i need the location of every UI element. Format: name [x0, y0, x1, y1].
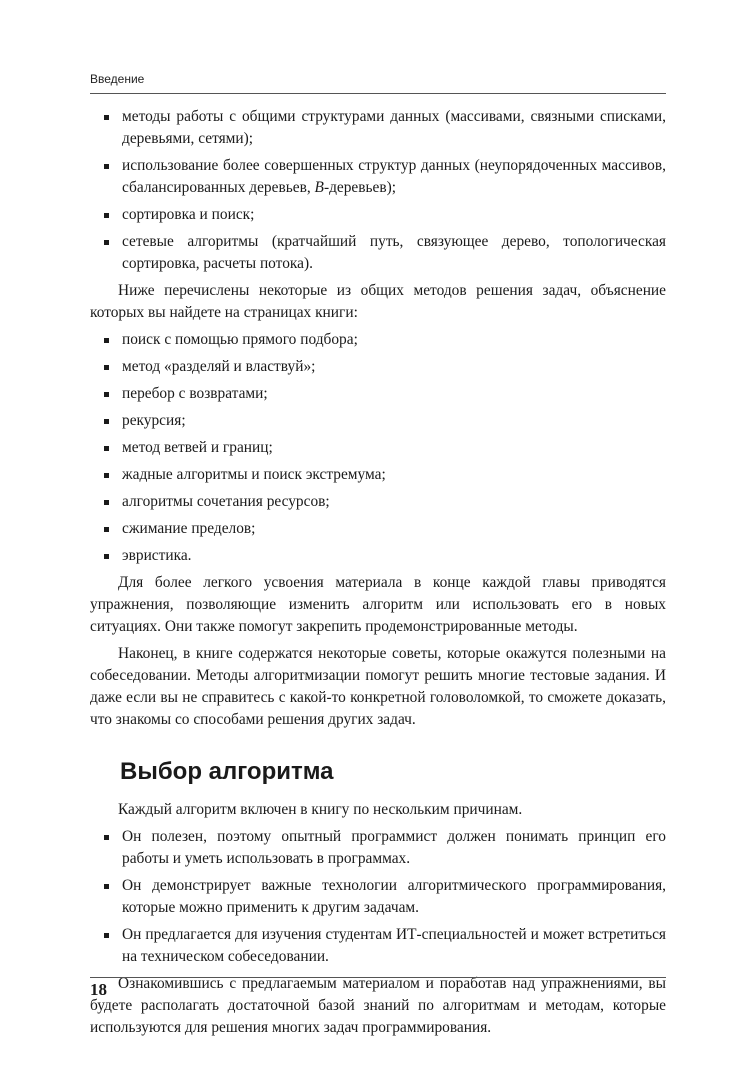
bullet-icon — [104, 473, 109, 478]
list-item — [90, 356, 666, 378]
list-item-text: алгоритмы сочетания ресурсов; — [122, 493, 330, 510]
bullet-icon — [104, 115, 109, 120]
list-item-text: поиск с помощью прямого подбора; — [122, 331, 358, 348]
bullet-icon — [104, 213, 109, 218]
bullet-icon — [104, 933, 109, 938]
list-item — [90, 231, 666, 275]
paragraph: Каждый алгоритм включен в книгу по нескольким причинам. — [118, 801, 523, 818]
list-item — [90, 204, 666, 226]
list-item — [90, 545, 666, 567]
bullet-icon — [104, 527, 109, 532]
bullet-icon — [104, 392, 109, 397]
bullet-icon — [104, 500, 109, 505]
bullet-icon — [104, 884, 109, 889]
page-content — [90, 106, 666, 1044]
list-item — [90, 826, 666, 870]
list-item — [90, 437, 666, 459]
section-heading: Выбор алгоритма — [120, 758, 334, 785]
list-item — [90, 875, 666, 919]
paragraph: Для более легкого усвоения материала в конце каждой главы приводятся упражнения, позволяющие изменить алгоритм или использовать его в новых ситуациях. Они также помогут закрепить продемонстрированные методы. — [90, 574, 666, 635]
list-item-text: Он предлагается для изучения студентам ИТ-специальностей и может встретиться на техническом собеседовании. — [122, 926, 666, 965]
page-number: 18 — [90, 980, 107, 999]
topics-list — [90, 106, 666, 275]
reasons-list — [90, 826, 666, 968]
list-item-text: сортировка и поиск; — [122, 206, 255, 223]
paragraph: Ниже перечислены некоторые из общих методов решения задач, объяснение которых вы найдете на страницах книги: — [90, 282, 666, 321]
bullet-icon — [104, 240, 109, 245]
bullet-icon — [104, 554, 109, 559]
list-item-text: Он полезен, поэтому опытный программист должен понимать принцип его работы и уметь использовать в программах. — [122, 828, 666, 867]
bullet-icon — [104, 164, 109, 169]
list-item-text: сжимание пределов; — [122, 520, 256, 537]
list-item-text: жадные алгоритмы и поиск экстремума; — [122, 466, 386, 483]
methods-list — [90, 329, 666, 567]
list-item-text: Он демонстрирует важные технологии алгоритмического программирования, которые можно применить к другим задачам. — [122, 877, 666, 916]
bullet-icon — [104, 365, 109, 370]
list-item — [90, 106, 666, 150]
footer-rule — [90, 977, 666, 978]
list-item-text: сетевые алгоритмы (кратчайший путь, связующее дерево, топологическая сортировка, расчеты потока). — [122, 233, 666, 272]
list-item — [90, 464, 666, 486]
list-item-text: методы работы с общими структурами данных (массивами, связными списками, деревьями, сетями); — [122, 108, 666, 147]
bullet-icon — [104, 446, 109, 451]
list-item — [90, 329, 666, 351]
list-item — [90, 155, 666, 199]
list-item-text: метод ветвей и границ; — [122, 439, 273, 456]
list-item — [90, 518, 666, 540]
list-item — [90, 410, 666, 432]
paragraph: Ознакомившись с предлагаемым материалом и поработав над упражнениями, вы будете располагать достаточной базой знаний по алгоритмам и методам, которые используются для решения многих задач программирования. — [90, 975, 666, 1036]
list-item-text: метод «разделяй и властвуй»; — [122, 358, 316, 375]
list-item — [90, 383, 666, 405]
list-item-text: рекурсия; — [122, 412, 186, 429]
list-item — [90, 924, 666, 968]
paragraph: Наконец, в книге содержатся некоторые советы, которые окажутся полезными на собеседовании. Методы алгоритмизации помогут решить многие тестовые задания. И даже если вы не справитесь с какой-то конкретной головоломкой, то сможете доказать, что знакомы со способами решения других задач. — [90, 645, 666, 728]
bullet-icon — [104, 419, 109, 424]
list-item-text: эвристика. — [122, 547, 192, 564]
header-rule — [90, 93, 666, 94]
list-item — [90, 491, 666, 513]
bullet-icon — [104, 338, 109, 343]
list-item-text: перебор с возвратами; — [122, 385, 268, 402]
bullet-icon — [104, 835, 109, 840]
running-head: Введение — [90, 72, 145, 86]
list-item-text: использование более совершенных структур данных (неупорядоченных массивов, сбалансированных деревьев, B-деревьев); — [122, 157, 666, 196]
